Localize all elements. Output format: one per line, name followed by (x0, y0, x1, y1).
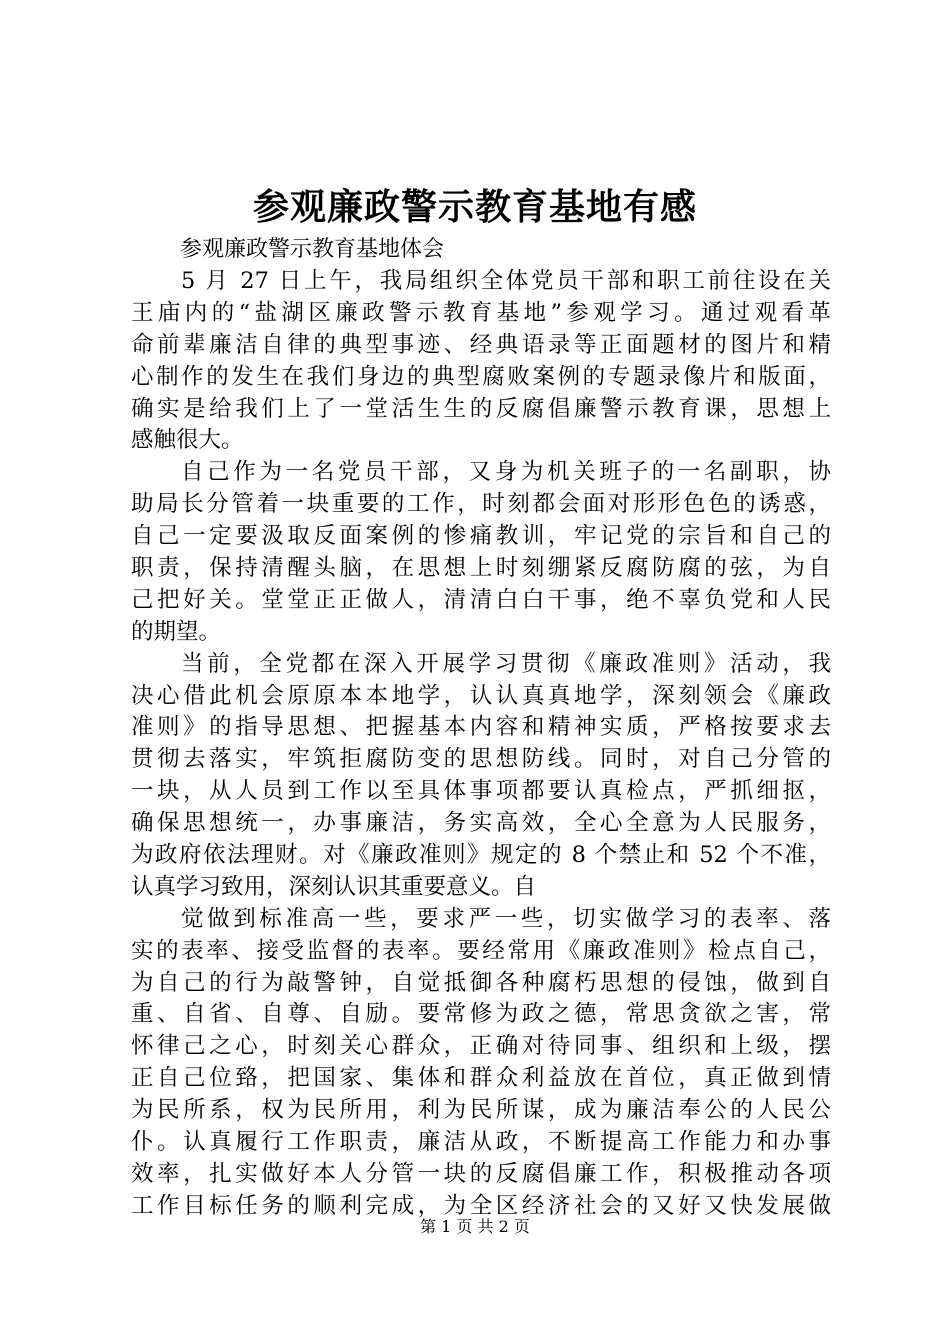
text-line: 正自己位臵，把国家、集体和群众利益放在首位，真正做到情 (131, 1065, 831, 1092)
text-line: 准则》的指导思想、把握基本内容和精神实质，严格按要求去 (131, 714, 831, 741)
text-line: 觉做到标准高一些，要求严一些，切实做学习的表率、落 (181, 905, 831, 932)
text-line: 认真学习致用，深刻认识其重要意义。自 (131, 873, 537, 900)
text-line: 的期望。 (131, 618, 222, 645)
text-line: 职责，保持清醒头脑，在思想上时刻绷紧反腐防腐的弦，为自 (131, 555, 831, 582)
text-line: 怀律己之心，时刻关心群众，正确对待同事、组织和上级，摆 (131, 1033, 831, 1060)
document-title: 参观廉政警示教育基地有感 (252, 187, 697, 228)
text-line: 重、自省、自尊、自励。要常修为政之德，常思贪欲之害，常 (131, 1001, 831, 1028)
text-line: 己把好关。堂堂正正做人，清清白白干事，绝不辜负党和人民 (131, 586, 831, 613)
text-line: 工作目标任务的顺利完成，为全区经济社会的又好又快发展做 (131, 1192, 831, 1219)
text-line: 命前辈廉洁自律的典型事迹、经典语录等正面题材的图片和精 (131, 331, 831, 358)
text-line: 决心借此机会原原本本地学，认认真真地学，深刻领会《廉政 (131, 682, 831, 709)
text-line: 一块，从人员到工作以至具体事项都要认真检点，严抓细抠， (131, 778, 831, 805)
text-line: 效率，扎实做好本人分管一块的反腐倡廉工作，积极推动各项 (131, 1160, 831, 1187)
text-line: 为民所系，权为民所用，利为民所谋，成为廉洁奉公的人民公 (131, 1097, 831, 1124)
text-line: 当前，全党都在深入开展学习贯彻《廉政准则》活动，我 (181, 650, 831, 677)
text-line: 确实是给我们上了一堂活生生的反腐倡廉警示教育课，思想上 (131, 395, 831, 422)
text-line: 感触很大。 (131, 427, 244, 454)
text-line: 5 月 27 日上午，我局组织全体党员干部和职工前往设在关 (181, 268, 831, 294)
text-line: 心制作的发生在我们身边的典型腐败案例的专题录像片和版面， (131, 363, 831, 390)
text-line: 贯彻去落实，牢筑拒腐防变的思想防线。同时，对自己分管的 (131, 746, 831, 773)
text-line: 王庙内的“盐湖区廉政警示教育基地”参观学习。通过观看革 (131, 299, 831, 326)
page-number-footer: 第 1 页 共 2 页 (420, 1217, 530, 1236)
text-line: 实的表率、接受监督的表率。要经常用《廉政准则》检点自己， (131, 937, 831, 964)
text-line: 仆。认真履行工作职责，廉洁从政，不断提高工作能力和办事 (131, 1129, 831, 1156)
document-body (131, 266, 831, 1223)
document-subtitle: 参观廉政警示教育基地体会 (180, 237, 445, 262)
text-line: 确保思想统一，办事廉洁，务实高效，全心全意为人民服务， (131, 810, 831, 837)
text-line: 为政府依法理财。对《廉政准则》规定的 8 个禁止和 52 个不准， (131, 842, 831, 869)
text-line: 为自己的行为敲警钟，自觉抵御各种腐朽思想的侵蚀，做到自 (131, 969, 831, 996)
text-line: 自己作为一名党员干部，又身为机关班子的一名副职，协 (181, 459, 831, 486)
text-line: 助局长分管着一块重要的工作，时刻都会面对形形色色的诱惑， (131, 491, 831, 518)
text-line: 自己一定要汲取反面案例的惨痛教训，牢记党的宗旨和自己的 (131, 523, 831, 550)
